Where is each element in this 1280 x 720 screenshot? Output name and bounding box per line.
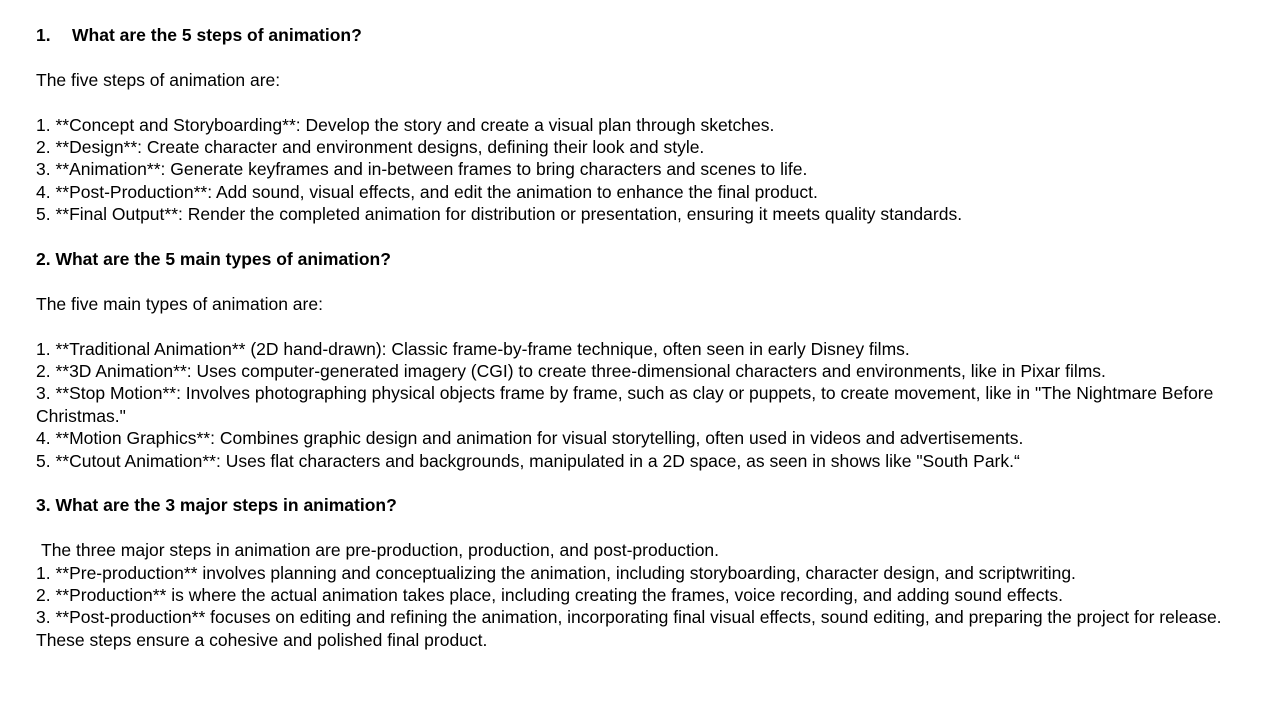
section-1-item-1: 1. **Concept and Storyboarding**: Develop the story and create a visual plan through sketches. — [36, 114, 775, 135]
section-3-item-2: 2. **Production** is where the actual animation takes place, including creating the frames, voice recording, and adding sound effects. — [36, 585, 1063, 606]
section-2-item-2: 2. **3D Animation**: Uses computer-generated imagery (CGI) to create three-dimensional characters and environments, like in Pixar films. — [36, 361, 1106, 382]
section-2-item-1: 1. **Traditional Animation** (2D hand-drawn): Classic frame-by-frame technique, often seen in early Disney films. — [36, 338, 910, 359]
section-2-item-3: 3. **Stop Motion**: Involves photographing physical objects frame by frame, such as clay or puppets, to create movement, like in "The Nightmare Before Christmas." — [36, 383, 1214, 426]
section-1-number: 1. — [36, 25, 51, 45]
section-3-heading: 3. What are the 3 major steps in animation? — [36, 495, 397, 516]
section-2-item-5: 5. **Cutout Animation**: Uses flat characters and backgrounds, manipulated in a 2D space, as seen in shows like "South Park.“ — [36, 450, 1020, 471]
section-1-item-2: 2. **Design**: Create character and environment designs, defining their look and style. — [36, 137, 705, 157]
section-2-intro: The five main types of animation are: — [36, 293, 323, 314]
section-1-intro: The five steps of animation are: — [36, 69, 281, 90]
section-3-item-1: 1. **Pre-production** involves planning and conceptualizing the animation, including storyboarding, character design, and scriptwriting. — [36, 562, 1076, 583]
section-2-heading: 2. What are the 5 main types of animation? — [36, 249, 391, 270]
section-1-item-5: 5. **Final Output**: Render the completed animation for distribution or presentation, ensuring it meets quality standards. — [36, 204, 963, 225]
section-3-item-3: 3. **Post-production** focuses on editing and refining the animation, incorporating final visual effects, sound editing, and preparing the project for release. These steps ensure a cohesive and polished final product. — [36, 607, 1222, 650]
section-2-item-4: 4. **Motion Graphics**: Combines graphic design and animation for visual storytelling, often used in videos and advertisements. — [36, 428, 1024, 449]
section-1-heading — [36, 24, 1240, 46]
section-1-title: What are the 5 steps of animation? — [72, 25, 362, 45]
section-3-intro: The three major steps in animation are pre-production, production, and post-production. — [41, 540, 720, 561]
section-1-item-4: 4. **Post-Production**: Add sound, visual effects, and edit the animation to enhance the final product. — [36, 181, 818, 202]
section-1-item-3: 3. **Animation**: Generate keyframes and in-between frames to bring characters and scenes to life. — [36, 159, 808, 180]
